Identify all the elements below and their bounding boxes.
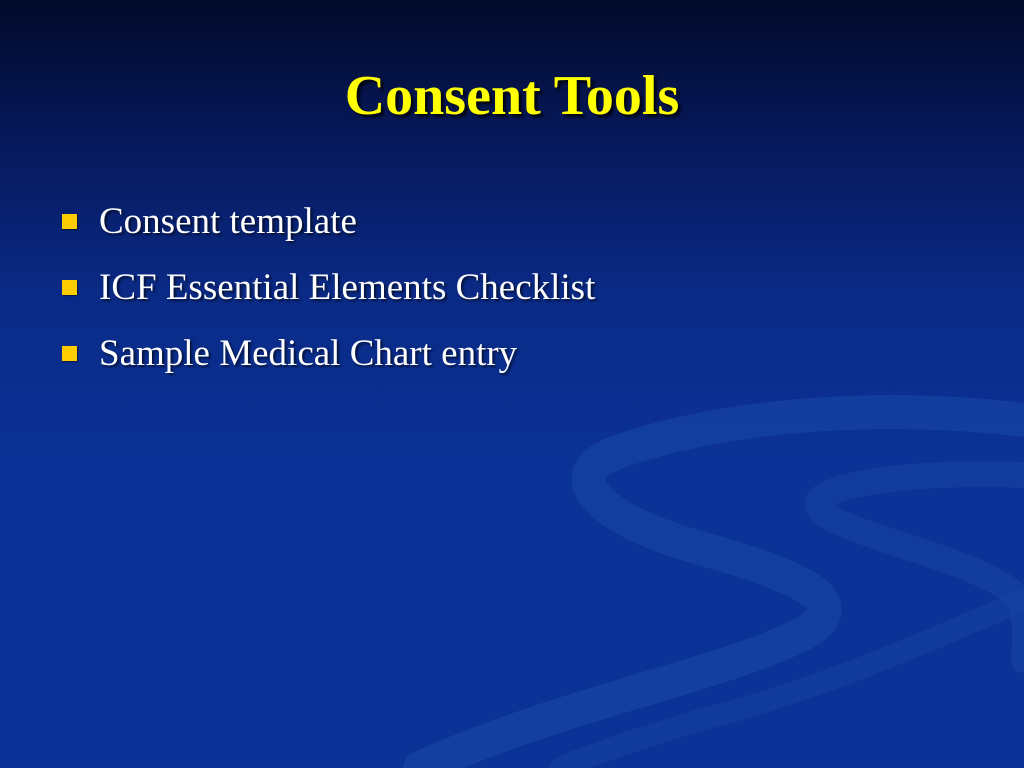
bullet-text: Consent template <box>99 200 357 242</box>
slide-title: Consent Tools <box>344 65 680 127</box>
square-bullet-icon <box>62 346 77 361</box>
square-bullet-icon <box>62 214 77 229</box>
bullet-item <box>62 254 595 320</box>
bullet-item <box>62 188 595 254</box>
bullet-item <box>62 320 595 386</box>
bullet-list <box>62 188 595 386</box>
bullet-text: ICF Essential Elements Checklist <box>99 266 596 308</box>
bullet-text: Sample Medical Chart entry <box>99 332 518 374</box>
square-bullet-icon <box>62 280 77 295</box>
